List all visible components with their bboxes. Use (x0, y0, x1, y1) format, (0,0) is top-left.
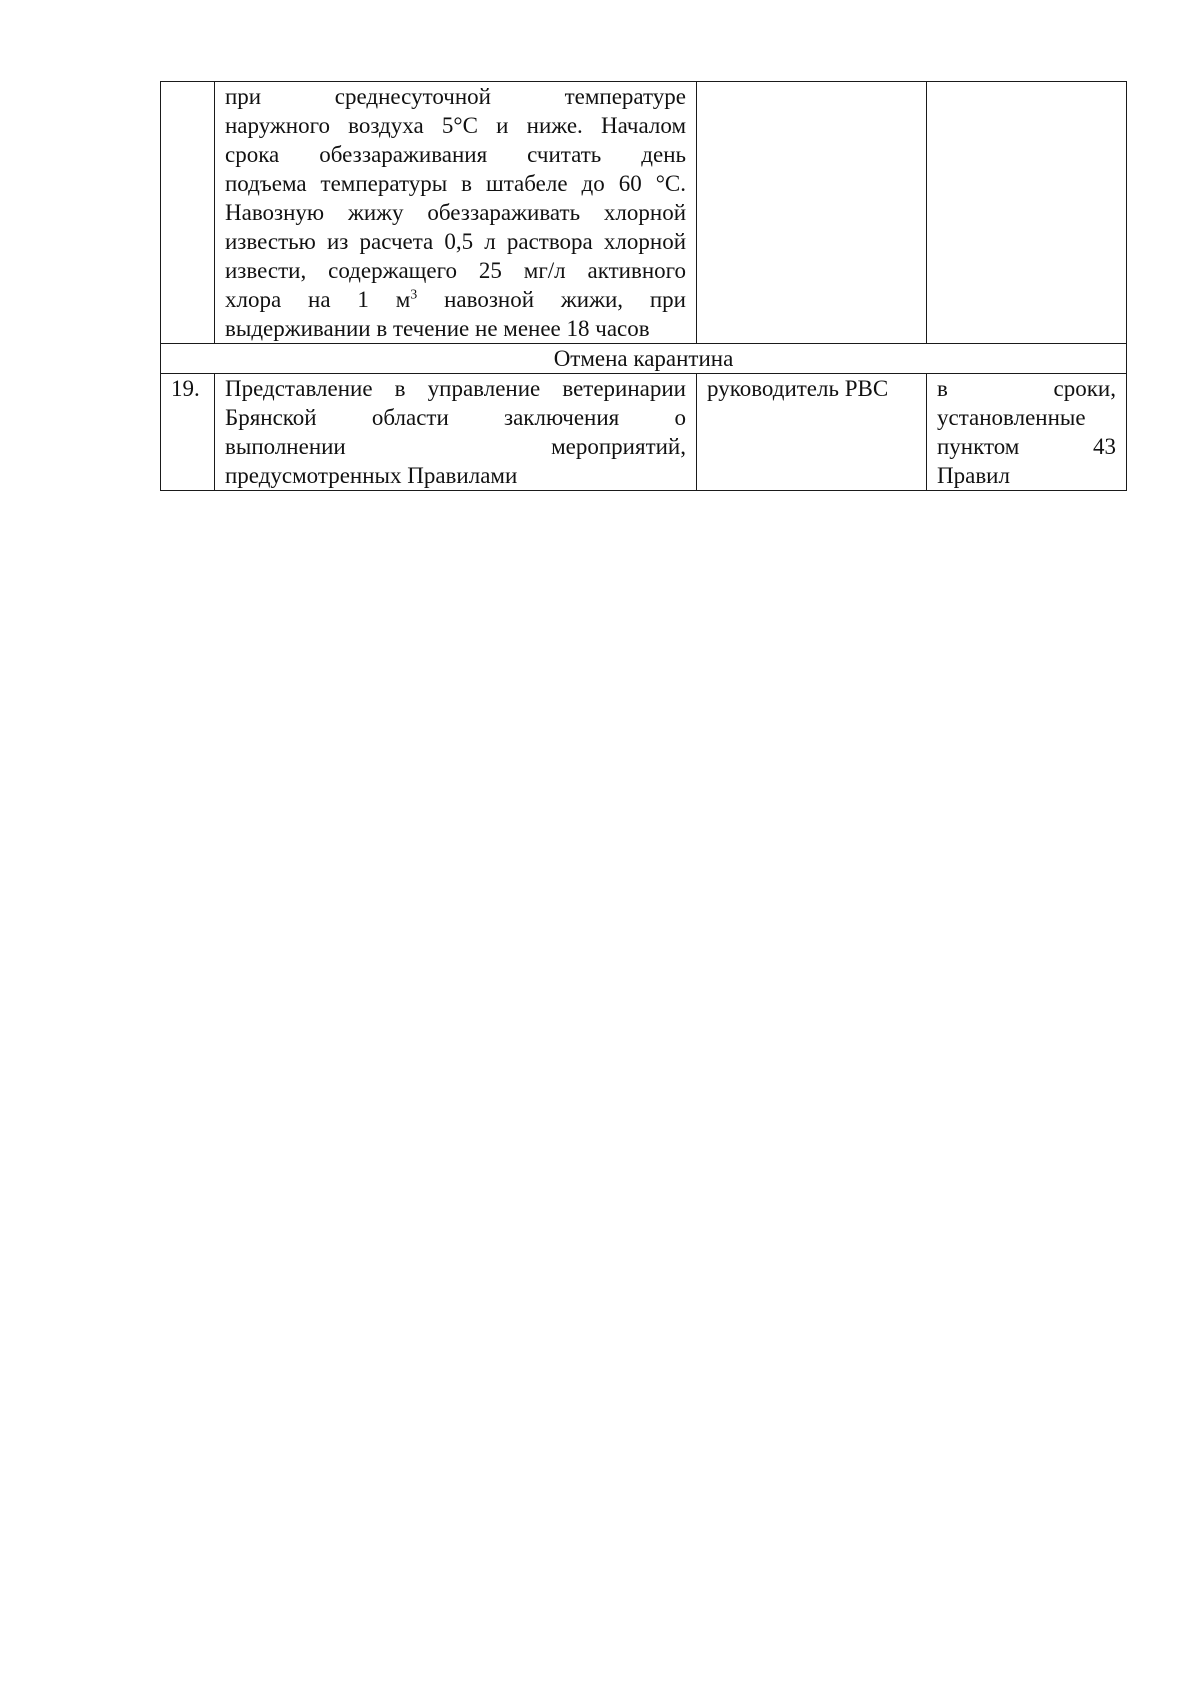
term-line: пунктом 43 (937, 434, 1116, 459)
description-line: выполнении мероприятий, (225, 434, 686, 459)
description-line-tail: навозной жижи, при (417, 287, 686, 312)
description-line: при среднесуточной температуре (225, 84, 686, 109)
description-line: срока обеззараживания считать день (225, 142, 686, 167)
term-cell (927, 82, 1127, 344)
superscript-cube: 3 (410, 287, 418, 303)
description-line: известью из расчета 0,5 л раствора хлорной (225, 229, 686, 254)
description-line: выдерживании в течение не менее 18 часов (225, 316, 650, 341)
description-line: извести, содержащего 25 мг/л активного (225, 258, 686, 283)
description-line: Навозную жижу обеззараживать хлорной (225, 200, 686, 225)
description-line (225, 285, 686, 314)
term-line: в сроки, (937, 376, 1116, 401)
measures-table (160, 81, 1127, 491)
description-line: Представление в управление ветеринарии (225, 376, 686, 401)
description-line: Брянской области заключения о (225, 405, 686, 430)
responsible-cell: руководитель РВС (697, 374, 927, 491)
description-line: подъема температуры в штабеле до 60 °С. (225, 171, 686, 196)
description-line: наружного воздуха 5°С и ниже. Началом (225, 113, 686, 138)
table-row (161, 82, 1127, 344)
term-cell (927, 374, 1127, 491)
description-line: предусмотренных Правилами (225, 463, 518, 488)
term-line: установленные (937, 405, 1086, 430)
row-number-cell (161, 82, 215, 344)
table-row (161, 374, 1127, 491)
responsible-cell (697, 82, 927, 344)
section-header-cell: Отмена карантина (161, 344, 1127, 374)
section-header-row (161, 344, 1127, 374)
description-line-text: хлора на 1 м (225, 287, 411, 312)
measure-description-cell (215, 374, 697, 491)
row-number-cell: 19. (161, 374, 215, 491)
term-line: Правил (937, 463, 1010, 488)
measure-description-cell (215, 82, 697, 344)
